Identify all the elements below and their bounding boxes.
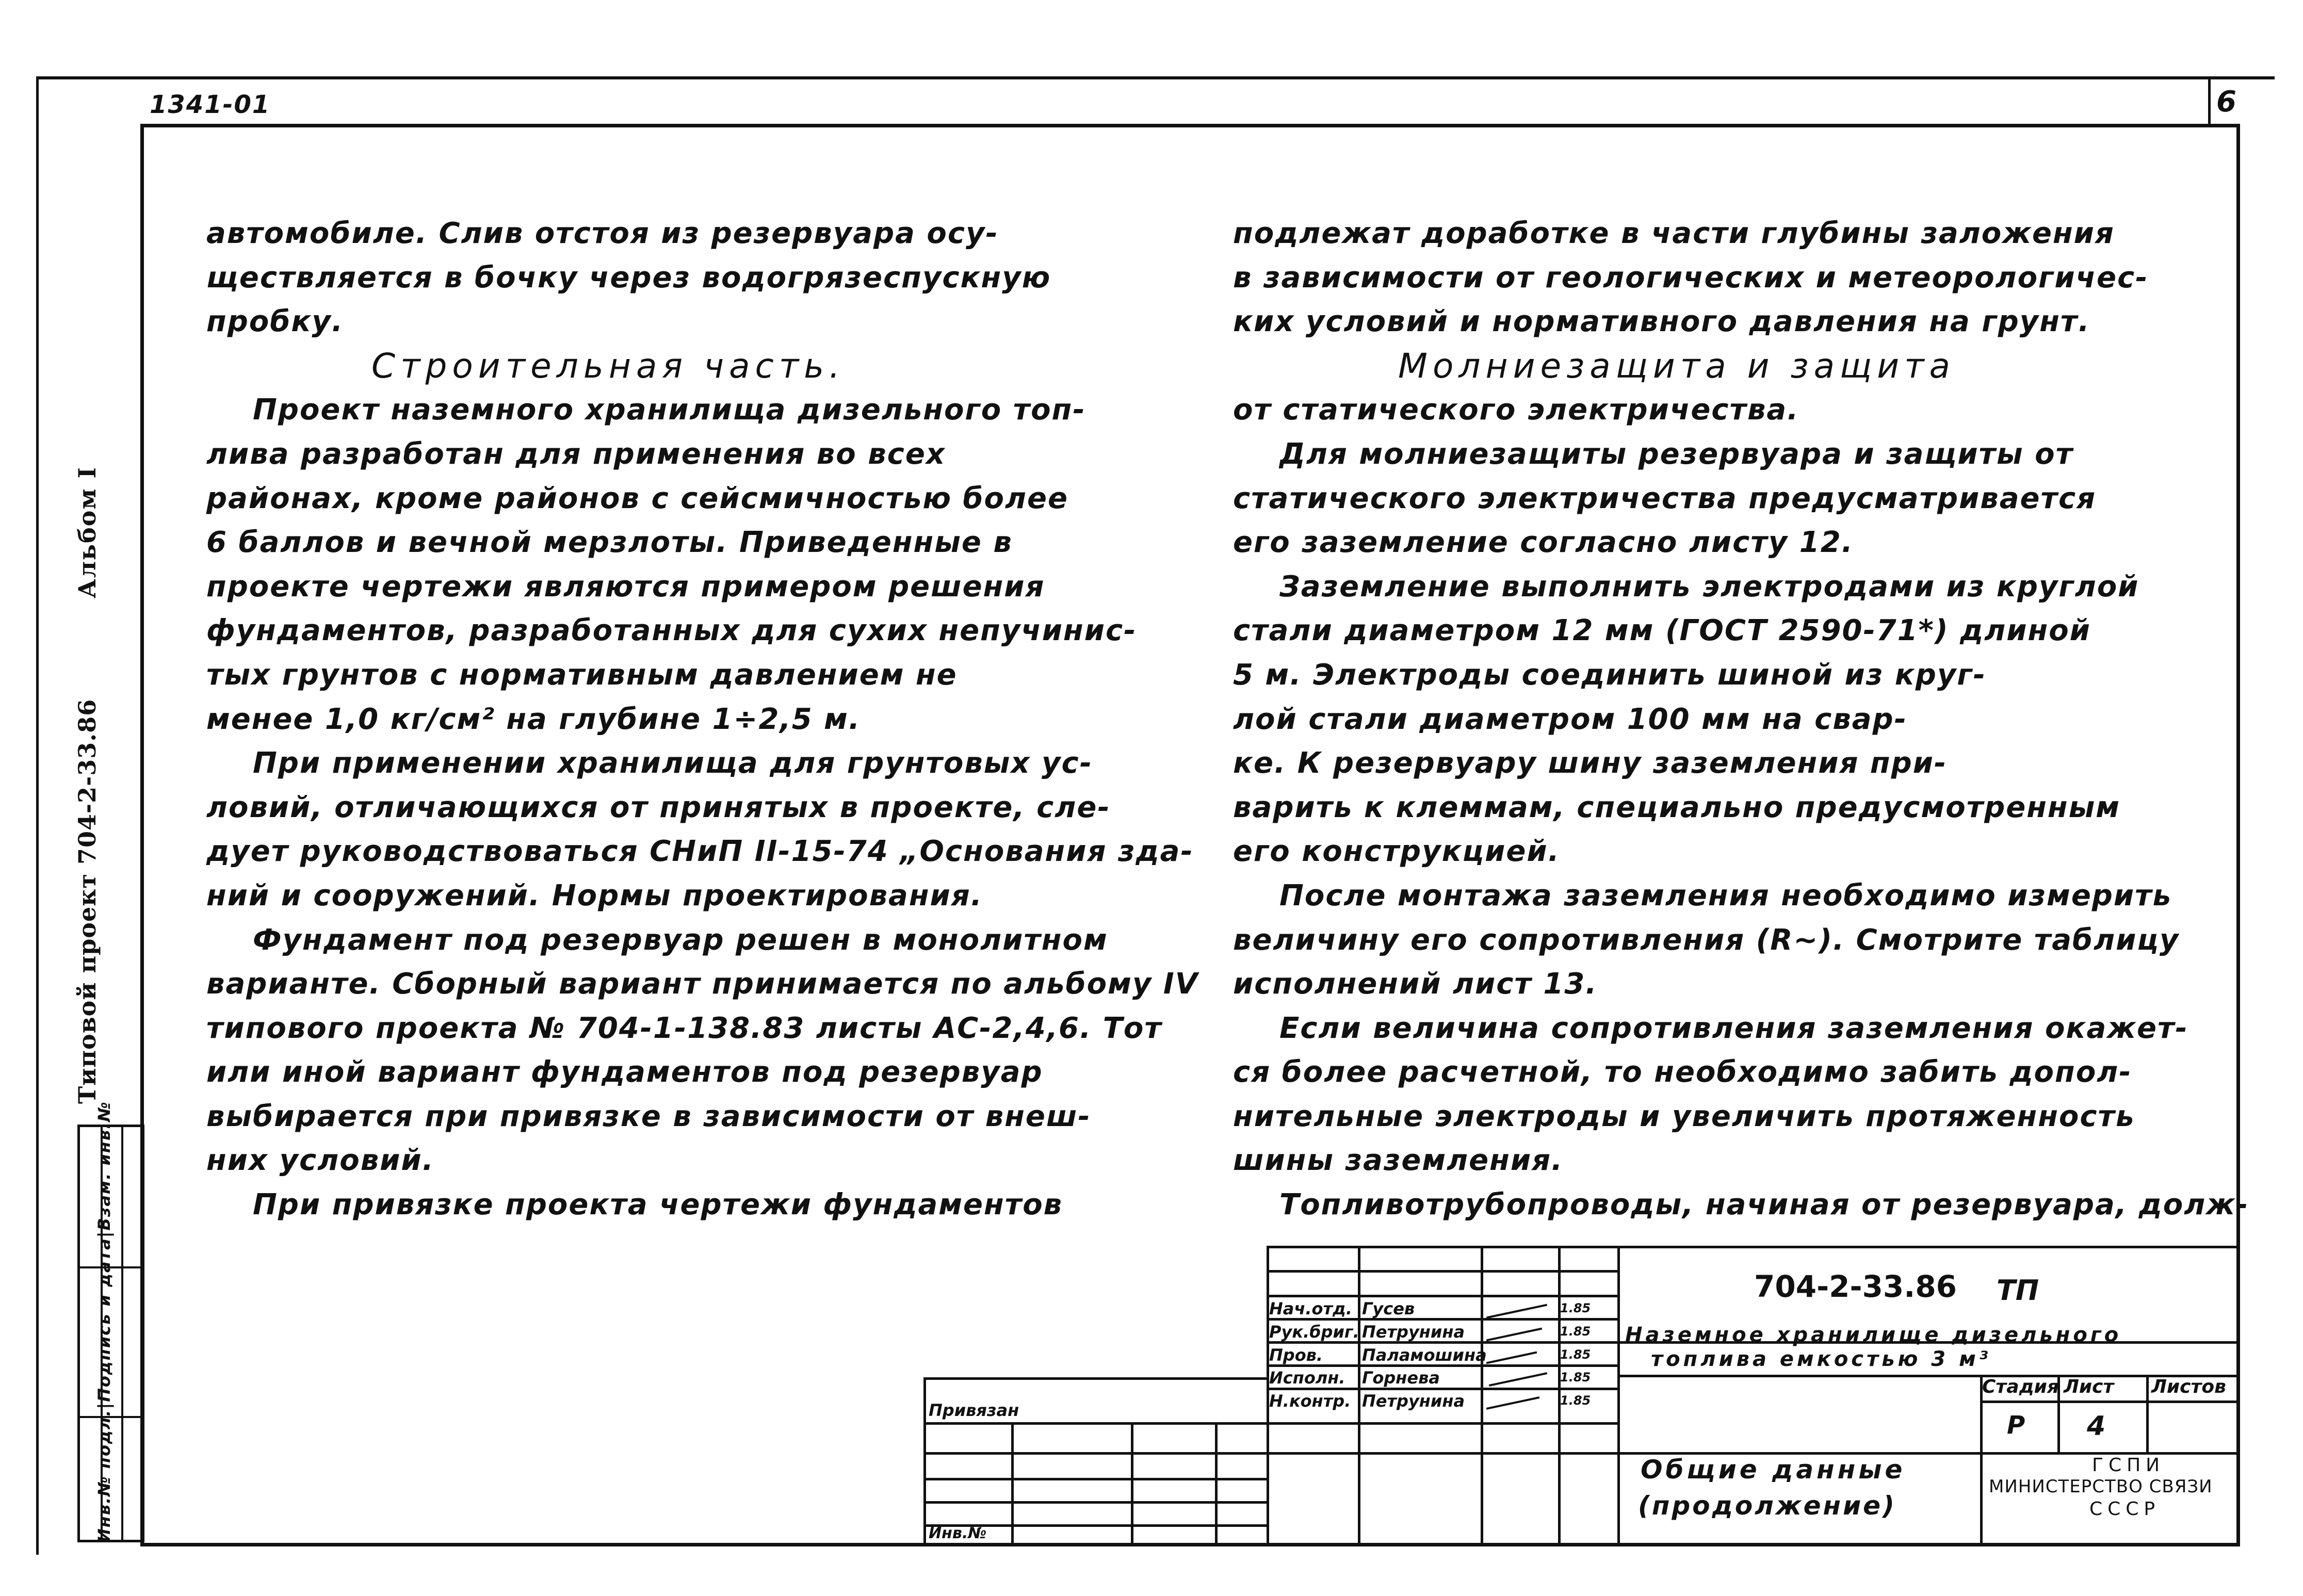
- document-type: ТП: [1997, 1274, 2039, 1307]
- signatory-name: Паламошина: [1362, 1345, 1487, 1365]
- signatory-name: Горнева: [1362, 1368, 1440, 1388]
- text-line: Если величина сопротивления заземления окажет-: [1279, 1011, 2188, 1045]
- text-line: или иной вариант фундаментов под резервуар: [206, 1055, 1043, 1089]
- text-line: Заземление выполнить электродами из круглой: [1279, 569, 2139, 604]
- signatory-name: Гусев: [1362, 1299, 1415, 1318]
- signatory-date: 1.85: [1560, 1347, 1591, 1362]
- organization-line-3: СССР: [2089, 1499, 2161, 1520]
- signatory-role: Н.контр.: [1269, 1391, 1351, 1411]
- text-line: ний и сооружений. Нормы проектирования.: [206, 878, 983, 913]
- signatory-role: Пров.: [1269, 1345, 1323, 1365]
- text-line: его заземление согласно листу 12.: [1233, 526, 1854, 560]
- text-line: дует руководствоваться СНиП II-15-74 „Основания зда-: [206, 835, 1194, 869]
- text-line: выбирается при привязке в зависимости от внеш-: [206, 1099, 1091, 1133]
- text-line: статического электричества предусматривается: [1233, 481, 2097, 515]
- text-line: районах, кроме районов с сейсмичностью более: [206, 481, 1068, 515]
- text-line: ке. К резервуару шину заземления при-: [1233, 746, 1948, 780]
- signatory-date: 1.85: [1560, 1393, 1591, 1408]
- section-heading: Молниезащита и защита: [1398, 346, 1955, 386]
- text-line: После монтажа заземления необходимо измерить: [1279, 878, 2172, 913]
- sheets-header: Листов: [2151, 1376, 2226, 1397]
- section-heading: Строительная часть.: [371, 346, 846, 386]
- signatory-date: 1.85: [1560, 1324, 1591, 1339]
- text-line: стали диаметром 12 мм (ГОСТ 2590-71*) длиной: [1233, 614, 2091, 648]
- title-line-1: Наземное хранилище дизельного: [1625, 1323, 2122, 1347]
- text-line: Топливотрубопроводы, начиная от резервуара, долж-: [1279, 1188, 2249, 1222]
- signatory-role: Исполн.: [1269, 1368, 1345, 1388]
- text-line: фундаментов, разработанных для сухих непучинис-: [206, 614, 1137, 648]
- text-line: его конструкцией.: [1233, 835, 1560, 869]
- text-line: автомобиле. Слив отстоя из резервуара осу-: [206, 217, 999, 250]
- text-line: Проект наземного хранилища дизельного топ-: [253, 393, 1086, 427]
- linked-label: Привязан: [929, 1400, 1019, 1420]
- text-line: типового проекта № 704-1-138.83 листы АС-2,4,6. Тот: [206, 1011, 1162, 1045]
- organization-line-1: ГСПИ: [2092, 1455, 2165, 1476]
- text-line: шины заземления.: [1233, 1144, 1564, 1178]
- signatory-role: Нач.отд.: [1269, 1299, 1353, 1318]
- text-line: ловий, отличающихся от принятых в проекте, сле-: [206, 790, 1111, 824]
- text-line: 5 м. Электроды соединить шиной из круг-: [1233, 658, 1986, 692]
- text-line: проекте чертежи являются примером решения: [206, 569, 1045, 604]
- sheet-number: 6: [2216, 85, 2237, 119]
- text-line: них условий.: [206, 1144, 434, 1178]
- inv-label: Инв.№: [929, 1524, 987, 1542]
- text-line: в зависимости от геологических и метеорологичес-: [1233, 260, 2149, 295]
- text-line: лой стали диаметром 100 мм на свар-: [1233, 702, 1907, 736]
- sheet-title-line-2: (продолжение): [1638, 1491, 1896, 1521]
- document-code: 704-2-33.86: [1754, 1269, 1957, 1304]
- text-line: тых грунтов с нормативным давлением не: [206, 658, 958, 692]
- text-line: Фундамент под резервуар решен в монолитном: [253, 923, 1108, 957]
- text-line: пробку.: [206, 305, 344, 339]
- sheet-title-line-1: Общие данные: [1641, 1455, 1906, 1485]
- text-line: от статического электричества.: [1233, 393, 1799, 427]
- signatory-name: Петрунина: [1362, 1322, 1465, 1342]
- text-line: Для молниезащиты резервуара и защиты от: [1279, 437, 2074, 471]
- stage-header: Стадия: [1982, 1376, 2059, 1397]
- signatory-date: 1.85: [1560, 1301, 1591, 1315]
- text-line: подлежат доработке в части глубины заложения: [1233, 217, 2115, 250]
- text-line: менее 1,0 кг/см² на глубине 1÷2,5 м.: [206, 702, 861, 736]
- title-line-2: топлива емкостью 3 м³: [1651, 1347, 1991, 1371]
- spine-album-label: Альбом I: [73, 466, 101, 598]
- left-text-column: [206, 211, 1199, 1227]
- organization-line-2: МИНИСТЕРСТВО СВЯЗИ: [1989, 1476, 2213, 1497]
- sheet-value: 4: [2087, 1411, 2106, 1442]
- signatory-role: Рук.бриг.: [1269, 1322, 1359, 1342]
- sheet-header: Лист: [2064, 1376, 2114, 1397]
- project-code: 1341-01: [150, 90, 271, 119]
- text-line: При применении хранилища для грунтовых ус-: [253, 746, 1093, 780]
- text-line: величину его сопротивления (R~). Смотрите таблицу: [1233, 923, 2180, 957]
- text-line: нительные электроды и увеличить протяженность: [1233, 1099, 2135, 1133]
- text-line: При привязке проекта чертежи фундаментов: [253, 1188, 1063, 1222]
- signatory-date: 1.85: [1560, 1370, 1591, 1385]
- side-stamp-label: Инв.№ подл.|Подпись и дата|Взам. инв.№: [94, 1101, 114, 1542]
- text-line: исполнений лист 13.: [1233, 967, 1598, 1001]
- text-line: варианте. Сборный вариант принимается по альбому IV: [206, 967, 1199, 1001]
- text-line: ких условий и нормативного давления на грунт.: [1233, 305, 2090, 339]
- text-line: ществляется в бочку через водогрязеспускную: [206, 260, 1051, 295]
- text-line: варить к клеммам, специально предусмотренным: [1233, 790, 2121, 824]
- spine-project-label: Типовой проект 704-2-33.86: [73, 698, 101, 1104]
- text-line: лива разработан для применения во всех: [206, 437, 946, 471]
- right-text-column: [1233, 211, 2249, 1227]
- stage-value: Р: [2007, 1411, 2025, 1440]
- text-line: 6 баллов и вечной мерзлоты. Приведенные в: [206, 526, 1013, 560]
- text-line: ся более расчетной, то необходимо забить допол-: [1233, 1055, 2132, 1089]
- signatory-name: Петрунина: [1362, 1391, 1465, 1411]
